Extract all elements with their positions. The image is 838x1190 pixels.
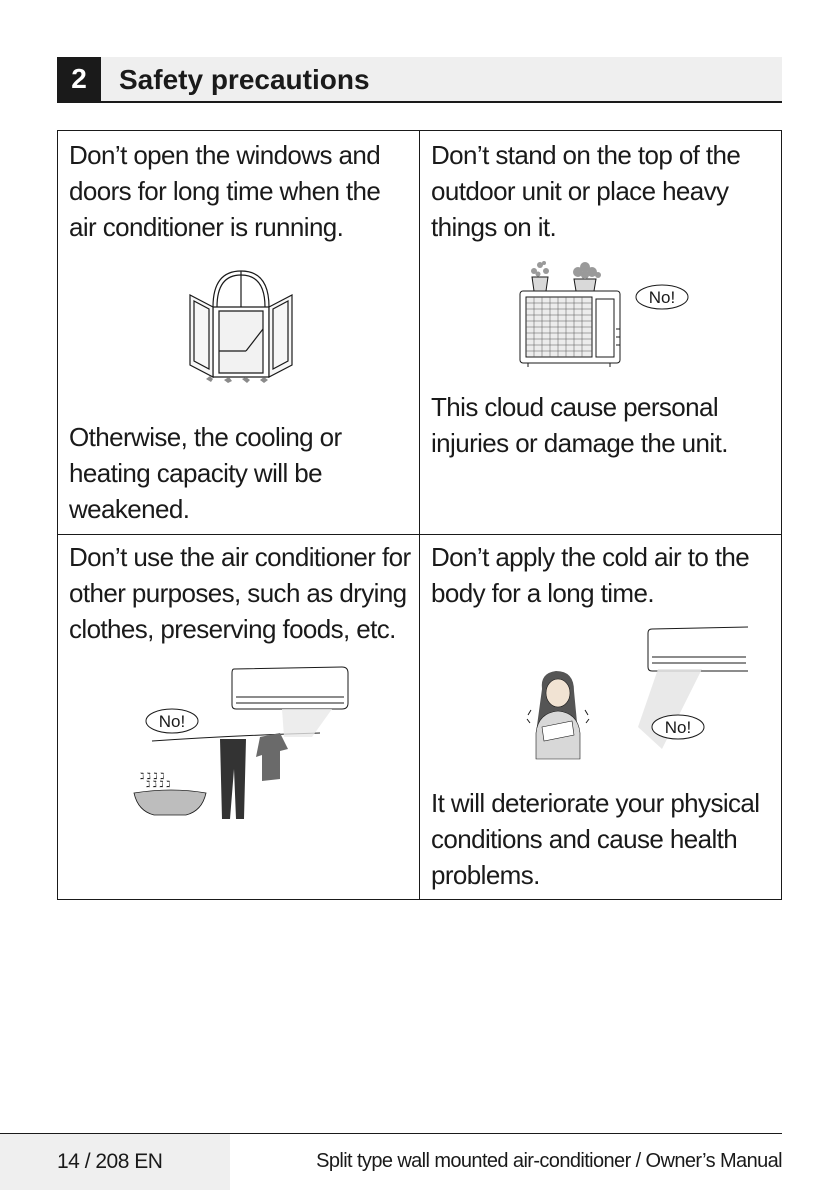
text-line: Don’t use the air conditioner for xyxy=(69,542,411,572)
text-line: air conditioner is running. xyxy=(69,212,344,242)
no-callout xyxy=(636,285,688,309)
text-line: It will deteriorate your physical xyxy=(431,788,760,818)
text-line: injuries or damage the unit. xyxy=(431,428,728,458)
section-header xyxy=(57,57,782,103)
no-callout-text: No! xyxy=(648,288,676,307)
drying-clothes-under-ac-icon xyxy=(132,659,382,825)
footer-divider xyxy=(0,1133,782,1134)
precaution-text xyxy=(69,137,411,245)
text-line: Don’t apply the cold air to the xyxy=(431,542,750,572)
precaution-cell-other-purposes xyxy=(58,535,420,899)
precautions-table xyxy=(57,130,782,900)
no-callout-text: No! xyxy=(664,718,692,737)
precaution-cell-outdoor-unit xyxy=(420,131,781,535)
text-line: conditions and cause health xyxy=(431,824,738,854)
person-under-cold-air-icon xyxy=(512,623,748,763)
person-figure xyxy=(527,671,589,759)
text-line: heating capacity will be xyxy=(69,458,322,488)
precaution-text xyxy=(69,539,411,647)
consequence-text xyxy=(69,419,411,527)
precaution-text xyxy=(431,137,773,245)
no-callout xyxy=(652,715,704,739)
text-line: Otherwise, the cooling or xyxy=(69,422,342,452)
text-line: outdoor unit or place heavy xyxy=(431,176,729,206)
precaution-cell-cold-air xyxy=(420,535,781,899)
consequence-text xyxy=(431,785,773,893)
page-number: 14 / 208 EN xyxy=(57,1150,163,1173)
text-line: This cloud cause personal xyxy=(431,392,719,422)
chapter-number-badge: 2 xyxy=(57,57,101,101)
precaution-text xyxy=(431,539,773,611)
precaution-cell-windows xyxy=(58,131,420,535)
text-line: Don’t open the windows and xyxy=(69,140,381,170)
text-line: problems. xyxy=(431,860,540,890)
svg-text:ℷ ℷ ℷ ℷ: ℷ ℷ ℷ ℷ xyxy=(140,771,165,781)
document-title: Split type wall mounted air-conditioner / Owner’s Manual xyxy=(316,1150,782,1172)
text-line: Don’t stand on the top of the xyxy=(431,140,741,170)
text-line: body for a long time. xyxy=(431,578,654,608)
text-line: other purposes, such as drying xyxy=(69,578,407,608)
no-callout xyxy=(146,709,198,733)
text-line: clothes, preserving foods, etc. xyxy=(69,614,396,644)
text-line: doors for long time when the xyxy=(69,176,381,206)
open-window-icon xyxy=(186,269,296,387)
text-line: things on it. xyxy=(431,212,557,242)
svg-text:ℷ ℷ ℷ ℷ: ℷ ℷ ℷ ℷ xyxy=(146,779,171,789)
consequence-text xyxy=(431,389,773,461)
no-callout-text: No! xyxy=(158,712,186,731)
outdoor-unit-with-plants-icon xyxy=(514,259,694,369)
text-line: weakened. xyxy=(69,494,190,524)
chapter-title: Safety precautions xyxy=(119,64,370,95)
